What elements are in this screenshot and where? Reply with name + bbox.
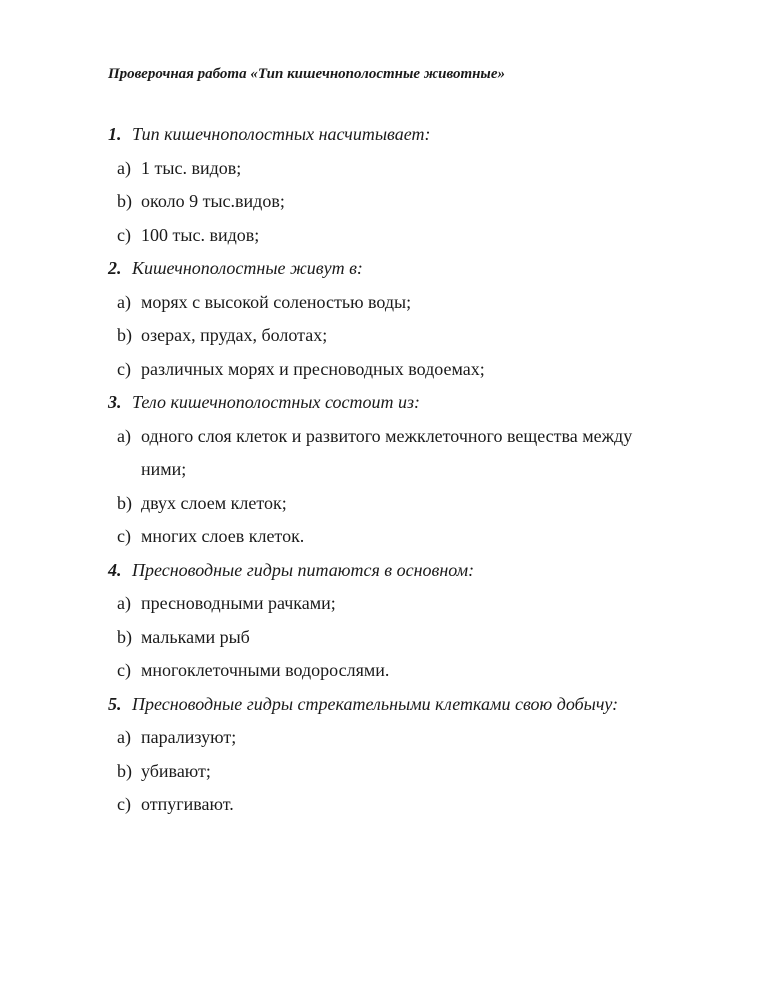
option-2c (108, 355, 728, 389)
option-letter: b) (117, 492, 132, 513)
question-2 (108, 254, 728, 288)
question-number: 1. (108, 124, 122, 144)
option-letter: b) (117, 626, 132, 647)
option-text: различных морях и пресноводных водоемах; (141, 358, 485, 379)
option-text: морях с высокой соленостью воды; (141, 291, 412, 312)
option-text: одного слоя клеток и развитого межклеточного вещества между (141, 425, 633, 446)
option-4a (108, 589, 728, 623)
option-text: 100 тыс. видов; (141, 224, 260, 245)
question-text: Пресноводные гидры стрекательными клетками свою добычу: (132, 693, 619, 714)
option-text-continuation: ними; (141, 459, 187, 479)
option-1a (108, 154, 728, 188)
option-letter: c) (117, 794, 131, 814)
option-4c (108, 656, 728, 690)
option-letter: a) (117, 727, 131, 747)
option-2b (108, 321, 728, 355)
question-text: Кишечнополостные живут в: (132, 258, 363, 278)
option-text: около 9 тыс.видов; (141, 191, 285, 211)
option-1c (108, 221, 728, 255)
option-text: пресноводными рачками; (141, 593, 336, 613)
option-letter: c) (117, 660, 131, 680)
question-3 (108, 388, 728, 422)
option-text: убивают; (141, 760, 211, 781)
option-text: 1 тыс. видов; (141, 157, 242, 178)
option-letter: c) (117, 224, 131, 245)
option-text: двух слоем клеток; (141, 492, 287, 513)
option-5c (108, 790, 728, 824)
document-title: Проверочная работа «Тип кишечнополостные животные» (108, 66, 506, 82)
option-letter: b) (117, 191, 132, 211)
option-letter: c) (117, 526, 131, 546)
option-5a (108, 723, 728, 757)
option-1b (108, 187, 728, 221)
question-1 (108, 120, 728, 154)
question-number: 2. (108, 258, 122, 278)
option-text: многих слоев клеток. (141, 526, 305, 546)
option-text: мальками рыб (141, 626, 250, 647)
option-3a (108, 422, 728, 489)
question-number: 4. (108, 559, 122, 580)
option-letter: b) (117, 760, 132, 781)
option-text: многоклеточными водорослями. (141, 660, 390, 680)
option-letter: c) (117, 358, 131, 379)
question-number: 5. (108, 693, 122, 714)
option-letter: a) (117, 593, 131, 613)
option-text: парализуют; (141, 727, 237, 747)
question-text: Пресноводные гидры питаются в основном: (132, 559, 475, 580)
option-3b (108, 489, 728, 523)
test-content (108, 120, 728, 824)
option-letter: a) (117, 425, 131, 446)
option-4b (108, 623, 728, 657)
option-text: отпугивают. (141, 794, 234, 814)
option-5b (108, 757, 728, 791)
option-2a (108, 288, 728, 322)
question-text: Тип кишечнополостных насчитывает: (132, 124, 431, 144)
option-letter: a) (117, 157, 131, 178)
option-3c (108, 522, 728, 556)
question-number: 3. (108, 392, 122, 412)
question-4 (108, 556, 728, 590)
option-letter: a) (117, 291, 131, 312)
option-text: озерах, прудах, болотах; (141, 325, 328, 345)
question-5 (108, 690, 728, 724)
question-text: Тело кишечнополостных состоит из: (132, 392, 421, 412)
option-letter: b) (117, 325, 132, 345)
